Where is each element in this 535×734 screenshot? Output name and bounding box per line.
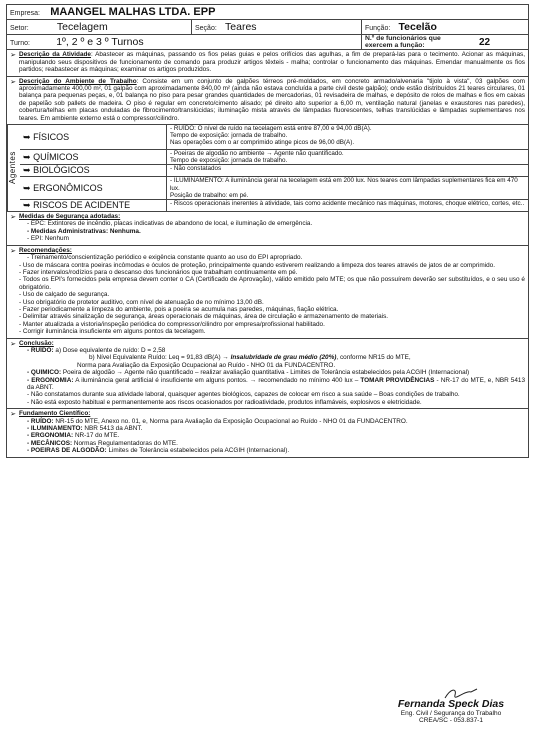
atividade-text: : Abastecer as máquinas, passando os fios pelas guias e pelos orifícios das agulhas, a fim de prepará-las para o tecimento. Acionar as máquinas, manipulando seus dispositivos de funcionamento de comando para produzir artigos têxteis - malha; controlar o funcionamento das máquinas. Emendar manualmente os fios partidos; reabastecer as máquinas; examinar os artigos produzidos.	[19, 51, 525, 74]
agente-row-fisicos	[20, 125, 528, 150]
setor-value: Tecelagem	[56, 21, 108, 33]
agente-line: - RUÍDO: O nível de ruído na tecelagem está entre 87,00 e 94,00 dB(A).	[170, 125, 372, 133]
insalubridade-text: Insalubridade de grau médio (20%)	[230, 354, 337, 362]
bullet-arrow: ➢	[10, 214, 16, 222]
agente-name: ERGONÔMICOS	[33, 182, 103, 193]
arrow-icon: ➥	[23, 200, 31, 211]
recomendacao-line: - Uso obrigatório de protetor auditivo, com nível de atenuação de no mínimo 13,00 dB.	[19, 298, 264, 306]
agente-line: - Poeiras de algodão no ambiente → Agente não quantificado.	[170, 150, 344, 158]
funcao-cell	[362, 20, 529, 35]
ambiente-title: Descrição do Ambiente de Trabalho	[19, 77, 137, 85]
fundamento-label: - MECÂNICOS:	[27, 439, 73, 447]
bullet-arrow: ➢	[10, 78, 16, 86]
funcionarios-value: 22	[479, 36, 491, 48]
arrow-icon: ➥	[23, 151, 31, 162]
arrow-icon: ➥	[23, 182, 31, 193]
medidas-line: - Medidas Administrativas: Nenhuma.	[27, 227, 141, 235]
header-table	[6, 4, 529, 50]
recomendacao-line: - Manter atualizada a vistoria/inspeção periódica do compressor/cilindro por empresa/profissional habilitado.	[19, 320, 325, 328]
conclusao-ergo-post: - NR-17 do MTE, e, NBR 5413 da ABNT.	[27, 376, 526, 392]
funcao-label: Função:	[365, 25, 391, 32]
fundamento-text: Limites de Tolerância estabelecidos pela ACGIH (Internacional).	[108, 447, 290, 455]
tomar-providencias-text: TOMAR PROVIDÊNCIAS	[360, 376, 435, 384]
turno-cell	[7, 35, 362, 50]
recomendacao-line: - Todos os EPI's fornecidos pela empresa devem conter o CA (Certificado de Aprovação), válido emitido pelo MTE; os que não possuírem deverão ser substituídos, e o seu uso é obrigatório.	[19, 276, 525, 291]
secao-value: Teares	[225, 21, 257, 33]
recomendacao-line: - Corrigir iluminância insuficiente em alguns pontos da tecelagem.	[19, 328, 206, 336]
fundamento-label: - ERGONOMIA:	[27, 432, 74, 440]
fundamento-title: Fundamento Científico:	[19, 410, 91, 418]
agente-name: BIOLÓGICOS	[33, 165, 90, 176]
funcionarios-cell	[362, 35, 529, 50]
conclusao-bio: - Não constatamos durante sua atividade laboral, quaisquer agentes biológicos, capazes de colocar em risco a sua saúde – Boas condições de trabalho.	[27, 391, 460, 399]
fundamento-text: NR-15 do MTE, Anexo no. 01, e, Norma para Avaliação da Exposição Ocupacional ao Ruído - NHO 01 da FUNDACENTRO.	[55, 417, 408, 425]
conclusao-quimico-label: - QUIMICO:	[27, 369, 62, 377]
signature-title: Eng. Civil / Segurança do Trabalho	[400, 710, 502, 717]
recomendacao-line: - Uso de calçado de segurança.	[19, 291, 110, 299]
agente-line: Tempo de exposição: jornada de trabalho.	[170, 132, 288, 140]
fundamento-text: Normas Regulamentadoras do MTE.	[73, 439, 178, 447]
agente-name: RISCOS DE ACIDENTE	[33, 200, 131, 211]
handwritten-signature	[396, 686, 526, 698]
agente-line: - Não constatados	[170, 165, 222, 173]
conclusao-ruido-a: a) Dose equivalente de ruído: D = 2,58	[55, 346, 166, 354]
recomendacao-line: - Fazer intervalos/rodízios para o descanso dos funcionários que trabalham continuamente em pé.	[19, 268, 298, 276]
fundamento-section	[6, 409, 529, 457]
turno-value: 1º, 2 º e 3 º Turnos	[56, 36, 144, 49]
agente-line: - Riscos operacionais inerentes à atividade, tais como acidente mecânico nas máquinas, motores, choque elétrico, cortes, etc..	[170, 200, 525, 208]
setor-label: Setor:	[10, 25, 29, 32]
signature-block	[376, 686, 526, 724]
conclusao-ergo-label: - ERGONOMIA:	[27, 376, 74, 384]
conclusao-ergo: A iluminância geral artificial é insuficiente em alguns pontos. → recomendado no mínimo 400 lux –	[75, 376, 359, 384]
agentes-table	[6, 125, 529, 212]
fundamento-label: - ILUMINAMENTO:	[27, 425, 83, 433]
turno-label: Turno:	[10, 40, 30, 48]
fundamento-text: NR-17 do MTE.	[74, 432, 120, 440]
signature-crea: CREA/SC - 053.837-1	[419, 717, 483, 724]
medidas-section	[6, 212, 529, 246]
conclusao-section	[6, 339, 529, 410]
conclusao-outros: - Não está exposto habitual e permanentemente aos riscos ocasionados por radioatividade, produtos inflamáveis, explosivos e eletricidade.	[27, 398, 422, 406]
empresa-value: MAANGEL MALHAS LTDA. EPP	[50, 6, 216, 18]
recomendacao-line: - Uso de máscara contra poeiras incômodas e óculos de proteção, principalmente quando estiverem realizando a limpeza dos teares através de jatos de ar comprimido.	[19, 261, 495, 269]
secao-cell	[192, 20, 362, 35]
arrow-icon: ➥	[23, 131, 31, 142]
atividade-title: Descrição da Atividade	[19, 51, 91, 59]
conclusao-ruido-b-post: , conforme NR15 do MTE,	[336, 354, 411, 362]
atividade-section	[6, 50, 529, 76]
bullet-arrow: ➢	[10, 52, 16, 60]
agente-row-ergonomicos	[20, 177, 528, 200]
conclusao-title: Conclusão:	[19, 339, 54, 347]
fundamento-label: - RUÍDO:	[27, 417, 54, 425]
medidas-line: - EPI: Nenhum	[27, 235, 69, 243]
fundamento-text: NBR 5413 da ABNT.	[84, 425, 143, 433]
conclusao-quimico: Poeira de algodão → Agente não quantificado – realizar avaliação quantitativa - Limites de Tolerância estabelecidos pela ACGIH (Internacional)	[62, 369, 470, 377]
agentes-label: Agentes	[7, 125, 20, 211]
medidas-title: Medidas de Segurança adotadas:	[19, 213, 121, 221]
funcionarios-label: N.º de funcionários que exercem a função:	[365, 35, 441, 50]
ambiente-text: : Consiste em um conjunto de galpões térreos pré-moldados, em concreto armado/alvenaria "tijolo à vista", 03 galpões com aproximadamente 400,00 m², 01 galpão com aproximadamente 840,00 m² (ainda não estava concluída a parte civil deste galpão); onde estão distribuídos 21 teares circulares, 01 balança para pequenas peças, e, 01 balança no piso para pesar grandes quantidades de mercadorias, 01 revisadeira de malhas, e depósito de rolos de malhas e fios em caixas de papelão sob pallets de madeira. O piso é regular em concreto/cimento alisado; pé direito alto superior a 6,00 m, ventilação natural (janelas e exaustores nas paredes), cobertura/telhas em placas onduladas de fibrocimento/translúcidas; iluminação mista através de lâmpadas fluorescentes, telhas translúcidas e lâmpadas suplementares nos teares. Em ambiente externo está o compressor/cilindro.	[19, 77, 525, 122]
recomendacoes-section	[6, 246, 529, 339]
empresa-label: Empresa:	[10, 10, 40, 17]
bullet-arrow: ➢	[10, 247, 16, 255]
recomendacao-line: - Fazer periodicamente a limpeza do ambiente, pois a poeira se acumula nas paredes, máquinas, fiação elétrica.	[19, 305, 339, 313]
recomendacao-line: - Treinamento/conscientização periódico e exigência constante quanto ao uso do EPI apropriado.	[27, 254, 303, 262]
document-page	[6, 4, 529, 458]
agente-line: - ILUMINAMENTO: A iluminância geral na tecelagem está em 200 lux. Nos teares com lâmpadas suplementares fica em 470 lux.	[170, 177, 518, 192]
agente-line: Posição de trabalho: em pé.	[170, 191, 249, 199]
conclusao-ruido-c: Norma para Avaliação da Exposição Ocupacional ao Ruído - NHO 01 da FUNDACENTRO.	[77, 361, 336, 369]
bullet-arrow: ➢	[10, 411, 16, 419]
agente-row-biologicos	[20, 165, 528, 177]
empresa-cell	[7, 5, 529, 20]
agente-line: Tempo de exposição: jornada de trabalho.	[170, 157, 288, 165]
funcao-value: Tecelão	[398, 21, 437, 33]
recomendacoes-title: Recomendações:	[19, 246, 72, 254]
setor-cell	[7, 20, 192, 35]
recomendacao-line: - Delimitar através sinalização de segurança, áreas operacionais de máquinas, área de circulação e armazenamento de materiais.	[19, 313, 389, 321]
arrow-icon: ➥	[23, 165, 31, 176]
secao-label: Seção:	[195, 25, 217, 32]
conclusao-ruido-label: - RUÍDO:	[27, 346, 54, 354]
agente-line: Nas operações com o ar comprimido atinge picos de 96,00 dB(A).	[170, 139, 355, 147]
conclusao-ruido-b: b) Nível Equivalente Ruído: Leq = 91,83 dB(A) →	[89, 354, 229, 362]
signature-name: Fernanda Speck Dias	[397, 698, 505, 710]
bullet-arrow: ➢	[10, 340, 16, 348]
ambiente-section	[6, 77, 529, 125]
agente-row-quimicos	[20, 150, 528, 165]
agente-row-acidente	[20, 200, 528, 212]
agente-name: QUÍMICOS	[33, 151, 79, 162]
medidas-line: - EPC: Extintores de incêndio, placas indicativas de abandono de local, e iluminação de emergência.	[27, 220, 313, 228]
agente-name: FÍSICOS	[33, 131, 70, 142]
fundamento-label: - POEIRAS DE ALGODÃO:	[27, 447, 107, 455]
